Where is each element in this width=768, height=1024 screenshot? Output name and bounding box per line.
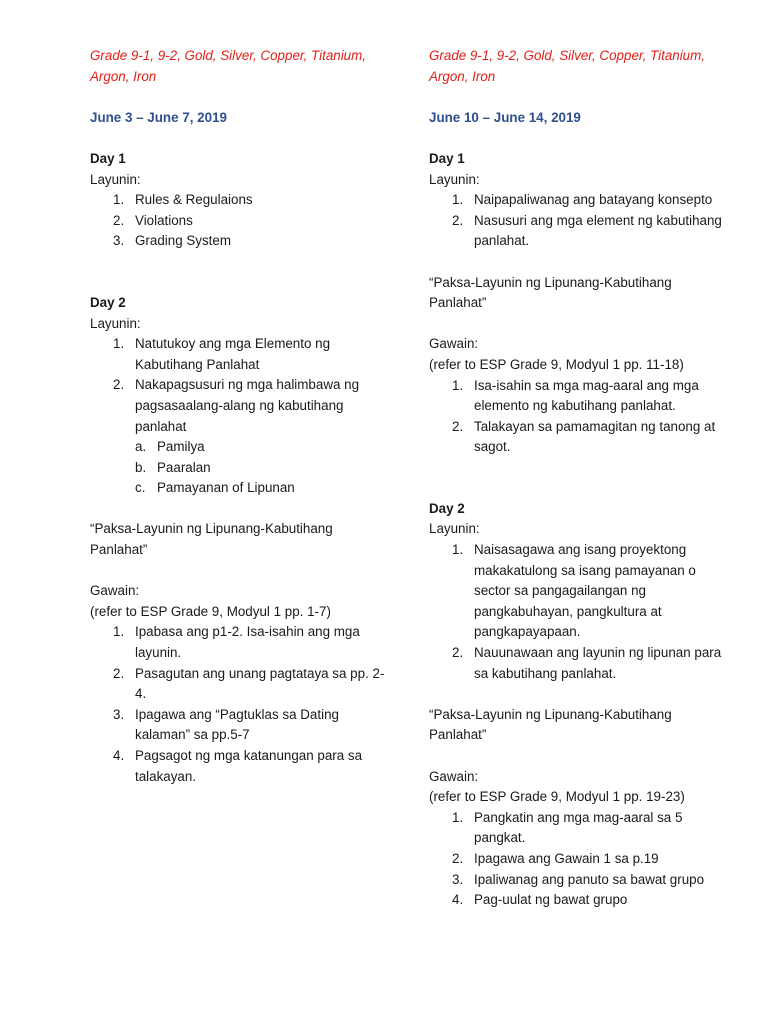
- day-heading: Day 1: [90, 150, 126, 166]
- left-column: [90, 46, 390, 787]
- list-item: b. Paaralan: [135, 459, 211, 475]
- list-item: 1. Naisasagawa ang isang proyektong makakatulong sa isang pamayanan o sector sa pangagailangan ng pangkabuhayan, pangkultura at pangkapayapaan.: [452, 542, 696, 640]
- list-item: 2. Nakapagsusuri ng mga halimbawa ng pagsasaalang-alang ng kabutihang panlahat: [113, 377, 360, 434]
- day-heading: Day 2: [429, 500, 465, 516]
- gawain-reference: (refer to ESP Grade 9, Modyul 1 pp. 1-7): [90, 603, 331, 619]
- list-item: 3. Grading System: [113, 233, 232, 249]
- day-heading: Day 1: [429, 150, 465, 166]
- activities-list: [90, 622, 390, 787]
- paksa-title: “Paksa-Layunin ng Lipunang-Kabutihang Panlahat”: [429, 274, 672, 311]
- list-item: 1. Natutukoy ang mga Elemento ng Kabutihang Panlahat: [113, 336, 331, 372]
- list-item: 4. Pagsagot ng mga katanungan para sa talakayan.: [113, 748, 363, 784]
- list-item: 3. Ipaliwanag ang panuto sa bawat grupo: [452, 871, 705, 887]
- layunin-label: Layunin:: [429, 521, 480, 537]
- paksa-title: “Paksa-Layunin ng Lipunang-Kabutihang Panlahat”: [90, 521, 333, 558]
- list-item: 4. Pag-uulat ng bawat grupo: [452, 892, 628, 908]
- date-range: June 10 – June 14, 2019: [429, 109, 581, 125]
- layunin-label: Layunin:: [90, 171, 141, 187]
- sub-list: [90, 437, 390, 499]
- list-item: 2. Violations: [113, 212, 193, 228]
- list-item: c. Pamayanan of Lipunan: [135, 480, 295, 496]
- list-item: 1. Naipapaliwanag ang batayang konsepto: [452, 192, 713, 208]
- gawain-label: Gawain:: [429, 768, 479, 784]
- list-item: 1. Ipabasa ang p1-2. Isa-isahin ang mga layunin.: [113, 624, 360, 661]
- list-item: 2. Nasusuri ang mga element ng kabutihang panlahat.: [452, 212, 722, 249]
- list-item: a. Pamilya: [135, 439, 205, 455]
- list-item: 1. Isa-isahin sa mga mag-aaral ang mga elemento ng kabutihang panlahat.: [452, 377, 699, 414]
- list-item: 1. Rules & Regulaions: [113, 192, 253, 208]
- gawain-reference: (refer to ESP Grade 9, Modyul 1 pp. 11-18): [429, 356, 684, 372]
- day-heading: Day 2: [90, 294, 126, 310]
- activities-list: [429, 808, 729, 911]
- layunin-label: Layunin:: [90, 315, 141, 331]
- list-item: 2. Nauunawaan ang layunin ng lipunan para sa kabutihang panlahat.: [452, 645, 722, 681]
- gawain-label: Gawain:: [429, 336, 479, 352]
- list-item: 2. Talakayan sa pamamagitan ng tanong at sagot.: [452, 418, 716, 455]
- objectives-list: [429, 190, 729, 252]
- list-item: 2. Ipagawa ang Gawain 1 sa p.19: [452, 850, 659, 866]
- list-item: 2. Pasagutan ang unang pagtataya sa pp. 2-4.: [113, 665, 385, 702]
- grade-sections: Grade 9-1, 9-2, Gold, Silver, Copper, Titanium, Argon, Iron: [429, 48, 706, 84]
- objectives-list: [429, 540, 729, 684]
- activities-list: [429, 376, 729, 458]
- list-item: 3. Ipagawa ang “Pagtuklas sa Dating kalaman” sa pp.5-7: [113, 706, 339, 743]
- gawain-label: Gawain:: [90, 583, 140, 599]
- objectives-list: [90, 190, 390, 252]
- list-item: 1. Pangkatin ang mga mag-aaral sa 5 pangkat.: [452, 809, 683, 846]
- layunin-label: Layunin:: [429, 171, 480, 187]
- paksa-title: “Paksa-Layunin ng Lipunang-Kabutihang Panlahat”: [429, 706, 672, 743]
- date-range: June 3 – June 7, 2019: [90, 109, 227, 125]
- right-column: [429, 46, 729, 911]
- gawain-reference: (refer to ESP Grade 9, Modyul 1 pp. 19-23): [429, 789, 685, 805]
- grade-sections: Grade 9-1, 9-2, Gold, Silver, Copper, Titanium, Argon, Iron: [90, 48, 367, 84]
- objectives-list: [90, 334, 390, 437]
